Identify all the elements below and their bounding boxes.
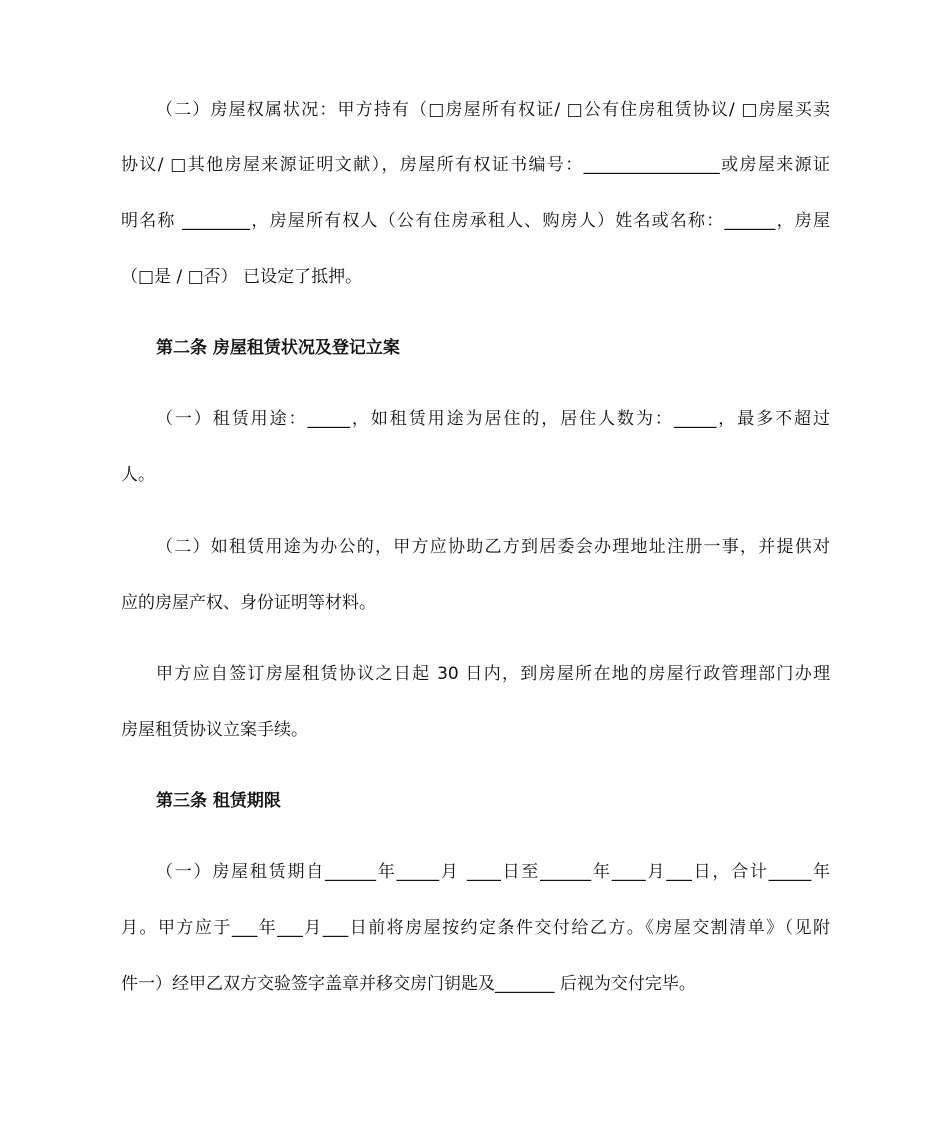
paragraph-line: 甲方应自签订房屋租赁协议之日起 30 日内，到房屋所在地的房屋行政管理部门办理 <box>156 664 830 684</box>
paragraph-line: 件一）经甲乙双方交验签字盖章并移交房门钥匙及_______ 后视为交付完毕。 <box>121 974 696 994</box>
paragraph-line: （二）房屋权属状况：甲方持有（□房屋所有权证/ □公有住房租赁协议/ □房屋买卖 <box>156 100 830 120</box>
section-heading: 第二条 房屋租赁状况及登记立案 <box>156 338 400 358</box>
paragraph-line: 房屋租赁协议立案手续。 <box>121 720 308 740</box>
section-heading: 第三条 租赁期限 <box>156 791 281 811</box>
paragraph-line: （□是 / □否） 已设定了抵押。 <box>121 267 363 287</box>
paragraph-line: 明名称 ________，房屋所有权人（公有住房承租人、购房人）姓名或名称：______，房屋 <box>121 211 830 231</box>
paragraph-line: （二）如租赁用途为办公的，甲方应协助乙方到居委会办理地址注册一事，并提供对 <box>156 537 830 557</box>
paragraph-line: 月。甲方应于___年___月___日前将房屋按约定条件交付给乙方。《房屋交割清单》（见附 <box>121 918 830 938</box>
paragraph-line: 应的房屋产权、身份证明等材料。 <box>121 593 376 613</box>
paragraph-line: 人。 <box>121 465 155 485</box>
paragraph-line: （一）租赁用途：_____，如租赁用途为居住的，居住人数为：_____，最多不超过 <box>156 409 830 429</box>
paragraph-line: 协议/ □其他房屋来源证明文献），房屋所有权证书编号：________________或房屋来源证 <box>121 155 830 175</box>
paragraph-line: （一）房屋租赁期自______年_____月 ____日至______年____月___日，合计_____年 <box>156 862 830 882</box>
